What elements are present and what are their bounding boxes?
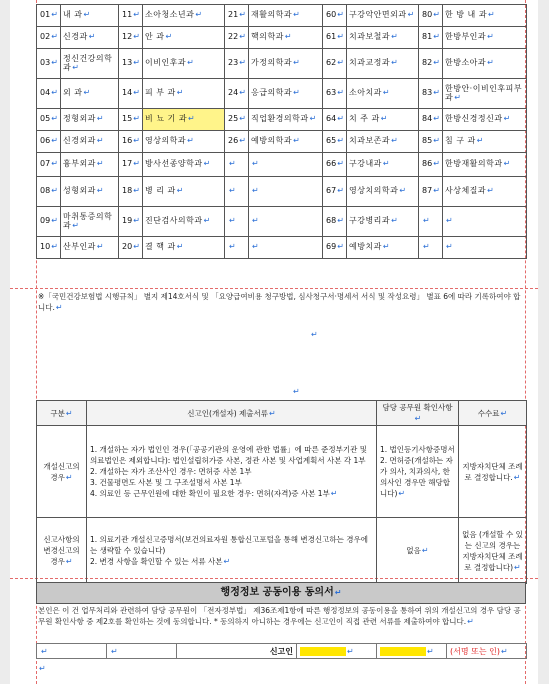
paragraph-mark-icon: ↵ <box>187 58 195 68</box>
paragraph-mark-icon: ↵ <box>83 88 91 98</box>
paragraph-mark-icon: ↵ <box>176 242 184 252</box>
paragraph-mark-icon: ↵ <box>252 159 260 169</box>
paragraph-mark-icon: ↵ <box>503 114 511 124</box>
filing-row-label: 개설신고의 경우↵ <box>37 426 87 518</box>
department-code: 82↵ <box>419 49 443 79</box>
department-name: 구강내과↵ <box>347 153 419 177</box>
department-code <box>225 237 249 259</box>
paragraph-mark-icon: ↵ <box>133 136 140 146</box>
department-name: 침 구 과↵ <box>443 131 527 153</box>
paragraph-mark-icon: ↵ <box>72 220 80 230</box>
department-name: 흉부외과↵ <box>61 153 119 177</box>
paragraph-mark-icon: ↵ <box>133 88 140 98</box>
filing-row-check: 없음↵ <box>377 518 459 584</box>
paragraph-mark-icon: ↵ <box>446 242 454 252</box>
sign-hint: (서명 또는 인)↵ <box>447 644 527 659</box>
signer-name-field[interactable]: ↵ <box>297 644 377 659</box>
filing-row-docs: 1. 개설하는 자가 법인인 경우(「공공기관의 운영에 관한 법률」에 따른 준정부기관 및 의료법인은 제외합니다): 법인설립허가증 사본, 정관 사본 및 사업계획서 사본 각 1부 2. 개설하는 자가 조산사인 경우: 면허증 사본 1부 3. 건물평면도 사본 및 그 구조설명서 사본 1부 4. 의료인 등 근무인원에 대한 확인이 필요한 경우: 면허(자격)증 사본 1부↵ <box>87 426 377 518</box>
department-code: 11↵ <box>119 5 143 27</box>
paragraph-mark-icon: ↵ <box>433 136 440 146</box>
paragraph-mark-icon: ↵ <box>337 159 344 169</box>
paragraph-mark-icon: ↵ <box>72 62 80 72</box>
department-name: 한방재활의학과↵ <box>443 153 527 177</box>
paragraph-mark-icon: ↵ <box>133 242 140 252</box>
paragraph-mark-icon: ↵ <box>176 88 184 98</box>
paragraph-mark-icon: ↵ <box>309 114 317 124</box>
filing-row-docs: 1. 의료기관 개설신고증명서(보건의료자원 통합신고포털을 통해 변경신고하는 경우에는 생략할 수 있습니다) 2. 변경 사항을 확인할 수 있는 서류 사본↵ <box>87 518 377 584</box>
department-name: 정신건강의학과↵ <box>61 49 119 79</box>
paragraph-mark-icon: ↵ <box>239 136 246 146</box>
paragraph-mark-icon: ↵ <box>133 159 140 169</box>
paragraph-mark-icon: ↵ <box>399 186 407 196</box>
department-name: 핵의학과↵ <box>249 27 323 49</box>
signer-seal-field[interactable]: ↵ <box>377 644 447 659</box>
department-code-row <box>37 5 527 27</box>
paragraph-mark-icon: ↵ <box>133 10 140 20</box>
paragraph-mark-icon: ↵ <box>51 88 58 98</box>
department-code-row <box>37 177 527 207</box>
header-submitted-docs: 신고인(개설자) 제출서류↵ <box>87 401 377 426</box>
department-code: 63↵ <box>323 79 347 109</box>
paragraph-mark-icon: ↵ <box>229 159 236 169</box>
department-name <box>249 237 323 259</box>
department-code: 19↵ <box>119 207 143 237</box>
department-name: 치과교정과↵ <box>347 49 419 79</box>
consent-title: 행정정보 공동이용 동의서↵ <box>36 582 526 604</box>
paragraph-mark-icon: ↵ <box>293 387 300 396</box>
department-name: 비 뇨 기 과↵ <box>143 109 225 131</box>
paragraph-mark-icon: ↵ <box>229 216 236 226</box>
paragraph-mark-icon: ↵ <box>96 136 105 146</box>
department-code: 12↵ <box>119 27 143 49</box>
department-code-row <box>37 49 527 79</box>
department-code: 62↵ <box>323 49 347 79</box>
paragraph-mark-icon: ↵ <box>476 136 484 146</box>
paragraph-mark-icon: ↵ <box>229 242 236 252</box>
department-code-row <box>37 207 527 237</box>
department-name: 직업환경의학과↵ <box>249 109 323 131</box>
sign-cell-blank: ↵ <box>37 644 107 659</box>
department-code: 84↵ <box>419 109 443 131</box>
paragraph-mark-icon: ↵ <box>487 32 495 42</box>
paragraph-mark-icon: ↵ <box>433 114 440 124</box>
department-code: 64↵ <box>323 109 347 131</box>
signature-row <box>36 643 527 659</box>
paragraph-mark-icon: ↵ <box>96 114 105 124</box>
department-name: 정형외과↵ <box>61 109 119 131</box>
paragraph-mark-icon: ↵ <box>454 92 462 102</box>
department-name: 피 부 과↵ <box>143 79 225 109</box>
department-code: 21↵ <box>225 5 249 27</box>
paragraph-mark-icon: ↵ <box>487 186 495 196</box>
paragraph-mark-icon: ↵ <box>51 58 58 68</box>
department-code <box>419 237 443 259</box>
department-code-rows <box>37 5 527 259</box>
department-code <box>225 207 249 237</box>
department-code-row <box>37 131 527 153</box>
department-code: 23↵ <box>225 49 249 79</box>
department-code: 09↵ <box>37 207 61 237</box>
department-name: 성형외과↵ <box>61 177 119 207</box>
department-name: 소아청소년과↵ <box>143 5 225 27</box>
department-name: 방사선종양학과↵ <box>143 153 225 177</box>
header-official-check: 담당 공무원 확인사항↵ <box>377 401 459 426</box>
department-name: 산부인과↵ <box>61 237 119 259</box>
paragraph-mark-icon: ↵ <box>293 136 301 146</box>
paragraph-mark-icon: ↵ <box>433 10 440 20</box>
department-name: 예방치과↵ <box>347 237 419 259</box>
paragraph-mark-icon: ↵ <box>337 58 344 68</box>
paragraph-mark-icon: ↵ <box>51 114 58 124</box>
department-code: 24↵ <box>225 79 249 109</box>
department-name: 한방신경정신과↵ <box>443 109 527 131</box>
department-code: 81↵ <box>419 27 443 49</box>
paragraph-mark-icon: ↵ <box>55 303 63 312</box>
filing-row-open <box>37 426 527 518</box>
paragraph-mark-icon: ↵ <box>423 242 430 252</box>
department-name: 가정의학과↵ <box>249 49 323 79</box>
department-name: 구강악안면외과↵ <box>347 5 419 27</box>
paragraph-mark-icon: ↵ <box>382 159 391 169</box>
department-name: 치 주 과↵ <box>347 109 419 131</box>
form-note-text: ※「국민건강보험법 시행규칙」 별지 제14호서식 및 「요양급여비용 청구방법, 심사청구서·명세서 서식 및 작성요령」 별표 6에 따라 기록하여야 합니다. <box>38 292 521 312</box>
paragraph-mark-icon: ↵ <box>407 10 415 20</box>
filing-row-check: 1. 법인등기사항증명서 2. 면허증(개설하는 자가 의사, 치과의사, 한의사인 경우만 해당합니다)↵ <box>377 426 459 518</box>
department-name: 안 과↵ <box>143 27 225 49</box>
header-fee: 수수료↵ <box>459 401 527 426</box>
paragraph-mark-icon: ↵ <box>229 186 236 196</box>
paragraph-mark-icon: ↵ <box>133 58 140 68</box>
paragraph-mark-icon: ↵ <box>203 216 211 226</box>
paragraph-mark-icon: ↵ <box>96 186 105 196</box>
department-code <box>419 207 443 237</box>
department-code: 61↵ <box>323 27 347 49</box>
filing-row-fee: 없음 (개설할 수 있는 신고의 경우는 지방자치단체 조례로 결정합니다)↵ <box>459 518 527 584</box>
paragraph-mark-icon: ↵ <box>51 242 58 252</box>
department-code-row <box>37 109 527 131</box>
paragraph-mark-icon: ↵ <box>284 32 293 42</box>
department-code-row <box>37 27 527 49</box>
department-name: 외 과↵ <box>61 79 119 109</box>
department-name: 치과보철과↵ <box>347 27 419 49</box>
department-name: 응급의학과↵ <box>249 79 323 109</box>
department-code: 60↵ <box>323 5 347 27</box>
paragraph-mark-icon: ↵ <box>188 114 196 124</box>
paragraph-mark-icon: ↵ <box>239 10 246 20</box>
department-code: 86↵ <box>419 153 443 177</box>
paragraph-mark-icon: ↵ <box>446 216 454 226</box>
paragraph-mark-icon: ↵ <box>380 114 388 124</box>
department-code: 16↵ <box>119 131 143 153</box>
consent-body: 본인은 이 건 업무처리와 관련하여 담당 공무원이 「전자정부법」 제36조제1항에 따른 행정정보의 공동이용을 통하여 위의 개설신고의 경우 담당 공무원 확인사항 중 제2호를 확인하는 것에 동의합니다. * 동의하지 아니하는 경우에는 신고인이 직접 관련 서류를 제출하여야 합니다.↵ <box>38 606 521 626</box>
department-code: 03↵ <box>37 49 61 79</box>
department-name: 병 리 과↵ <box>143 177 225 207</box>
department-code: 18↵ <box>119 177 143 207</box>
department-name: 치과보존과↵ <box>347 131 419 153</box>
department-name: 예방의학과↵ <box>249 131 323 153</box>
paragraph-mark-icon: ↵ <box>252 186 260 196</box>
paragraph-mark-icon: ↵ <box>51 10 58 20</box>
department-name <box>249 177 323 207</box>
paragraph-mark-icon: ↵ <box>133 32 140 42</box>
filing-header-row <box>37 401 527 426</box>
department-code: 65↵ <box>323 131 347 153</box>
department-name: 사상체질과↵ <box>443 177 527 207</box>
paragraph-mark-icon: ↵ <box>433 32 440 42</box>
paragraph-mark-icon: ↵ <box>239 88 246 98</box>
paragraph-mark-icon: ↵ <box>337 88 344 98</box>
filing-row-label: 신고사항의 변경신고의 경우↵ <box>37 518 87 584</box>
paragraph-mark-icon: ↵ <box>51 136 58 146</box>
paragraph-mark-icon: ↵ <box>433 186 440 196</box>
paragraph-mark-icon: ↵ <box>488 10 496 20</box>
department-code: 80↵ <box>419 5 443 27</box>
paragraph-mark-icon: ↵ <box>337 10 344 20</box>
paragraph-mark-icon: ↵ <box>239 114 246 124</box>
department-name: 한 방 내 과↵ <box>443 5 527 27</box>
department-name: 한방부인과↵ <box>443 27 527 49</box>
department-name: 한방안·이비인후피부과↵ <box>443 79 527 109</box>
department-code: 85↵ <box>419 131 443 153</box>
paragraph-mark-icon: ↵ <box>337 114 344 124</box>
paragraph-mark-icon: ↵ <box>51 216 58 226</box>
paragraph-mark-icon: ↵ <box>433 159 440 169</box>
department-code: 25↵ <box>225 109 249 131</box>
paragraph-mark-icon: ↵ <box>337 136 344 146</box>
sign-cell-blank: ↵ <box>107 644 177 659</box>
paragraph-mark-icon: ↵ <box>382 88 391 98</box>
department-name <box>249 153 323 177</box>
paragraph-mark-icon: ↵ <box>51 159 58 169</box>
department-code: 01↵ <box>37 5 61 27</box>
filing-row-change <box>37 518 527 584</box>
department-name: 결 핵 과↵ <box>143 237 225 259</box>
department-code: 04↵ <box>37 79 61 109</box>
department-code: 15↵ <box>119 109 143 131</box>
signer-label: 신고인 <box>177 644 297 659</box>
department-name: 영상의학과↵ <box>143 131 225 153</box>
paragraph-mark-icon: ↵ <box>165 32 173 42</box>
department-name <box>443 237 527 259</box>
department-code-row <box>37 79 527 109</box>
paragraph-mark-icon: ↵ <box>391 136 399 146</box>
department-code: 69↵ <box>323 237 347 259</box>
department-name: 이비인후과↵ <box>143 49 225 79</box>
department-code <box>225 177 249 207</box>
paragraph-mark-icon: ↵ <box>293 88 301 98</box>
paragraph-mark-icon: ↵ <box>337 216 344 226</box>
department-code: 68↵ <box>323 207 347 237</box>
department-code: 08↵ <box>37 177 61 207</box>
department-code: 22↵ <box>225 27 249 49</box>
paragraph-mark-icon: ↵ <box>293 10 301 20</box>
paragraph-mark-icon: ↵ <box>503 159 511 169</box>
department-code: 02↵ <box>37 27 61 49</box>
paragraph-mark-icon: ↵ <box>133 114 140 124</box>
paragraph-mark-icon: ↵ <box>433 88 440 98</box>
document-page <box>10 0 538 684</box>
department-name: 한방소아과↵ <box>443 49 527 79</box>
paragraph-mark-icon: ↵ <box>133 186 140 196</box>
header-category: 구분↵ <box>37 401 87 426</box>
department-name: 영상치의학과↵ <box>347 177 419 207</box>
paragraph-mark-icon: ↵ <box>337 32 344 42</box>
department-code: 17↵ <box>119 153 143 177</box>
paragraph-mark-icon: ↵ <box>88 32 96 42</box>
paragraph-mark-icon: ↵ <box>195 10 203 20</box>
paragraph-mark-icon: ↵ <box>252 216 260 226</box>
paragraph-mark-icon: ↵ <box>96 159 105 169</box>
department-code-table <box>36 4 527 259</box>
department-name: 내 과↵ <box>61 5 119 27</box>
department-code-row <box>37 153 527 177</box>
paragraph-mark-icon: ↵ <box>96 242 105 252</box>
filing-documents-table <box>36 400 527 584</box>
paragraph-mark-icon: ↵ <box>391 216 399 226</box>
department-code: 13↵ <box>119 49 143 79</box>
department-name: 신경외과↵ <box>61 131 119 153</box>
department-code: 87↵ <box>419 177 443 207</box>
department-name: 신경과↵ <box>61 27 119 49</box>
paragraph-mark-icon: ↵ <box>337 242 344 252</box>
department-code: 14↵ <box>119 79 143 109</box>
paragraph-mark-icon: ↵ <box>239 32 246 42</box>
paragraph-mark-icon: ↵ <box>293 58 301 68</box>
department-code: 07↵ <box>37 153 61 177</box>
paragraph-mark-icon: ↵ <box>391 32 399 42</box>
paragraph-mark-icon: ↵ <box>203 159 211 169</box>
paragraph-mark-icon: ↵ <box>311 330 318 339</box>
department-code <box>225 153 249 177</box>
department-name: 진단검사의학과↵ <box>143 207 225 237</box>
paragraph-mark-icon: ↵ <box>51 186 58 196</box>
department-code-row <box>37 237 527 259</box>
paragraph-mark-icon: ↵ <box>433 58 440 68</box>
department-code: 66↵ <box>323 153 347 177</box>
paragraph-mark-icon: ↵ <box>252 242 260 252</box>
paragraph-mark-icon: ↵ <box>176 186 184 196</box>
department-name <box>443 207 527 237</box>
department-code: 20↵ <box>119 237 143 259</box>
department-code: 83↵ <box>419 79 443 109</box>
paragraph-mark-icon: ↵ <box>487 58 495 68</box>
department-name: 구강병리과↵ <box>347 207 419 237</box>
form-note <box>38 291 524 313</box>
department-name: 재활의학과↵ <box>249 5 323 27</box>
department-name <box>249 207 323 237</box>
paragraph-mark-icon: ↵ <box>187 136 195 146</box>
department-code: 06↵ <box>37 131 61 153</box>
paragraph-mark-icon: ↵ <box>51 32 58 42</box>
paragraph-mark-icon: ↵ <box>133 216 140 226</box>
filing-row-fee: 지방자치단체 조례로 결정합니다.↵ <box>459 426 527 518</box>
department-code: 26↵ <box>225 131 249 153</box>
paragraph-mark-icon: ↵ <box>239 58 246 68</box>
paragraph-mark-icon: ↵ <box>83 10 91 20</box>
paragraph-mark-icon: ↵ <box>39 664 46 673</box>
paragraph-mark-icon: ↵ <box>391 58 399 68</box>
paragraph-mark-icon: ↵ <box>423 216 430 226</box>
department-code: 67↵ <box>323 177 347 207</box>
section-guide-top <box>10 288 538 289</box>
department-name: 마취통증의학과↵ <box>61 207 119 237</box>
paragraph-mark-icon: ↵ <box>337 186 344 196</box>
paragraph-mark-icon: ↵ <box>382 242 391 252</box>
department-name: 소아치과↵ <box>347 79 419 109</box>
department-code: 10↵ <box>37 237 61 259</box>
department-code: 05↵ <box>37 109 61 131</box>
